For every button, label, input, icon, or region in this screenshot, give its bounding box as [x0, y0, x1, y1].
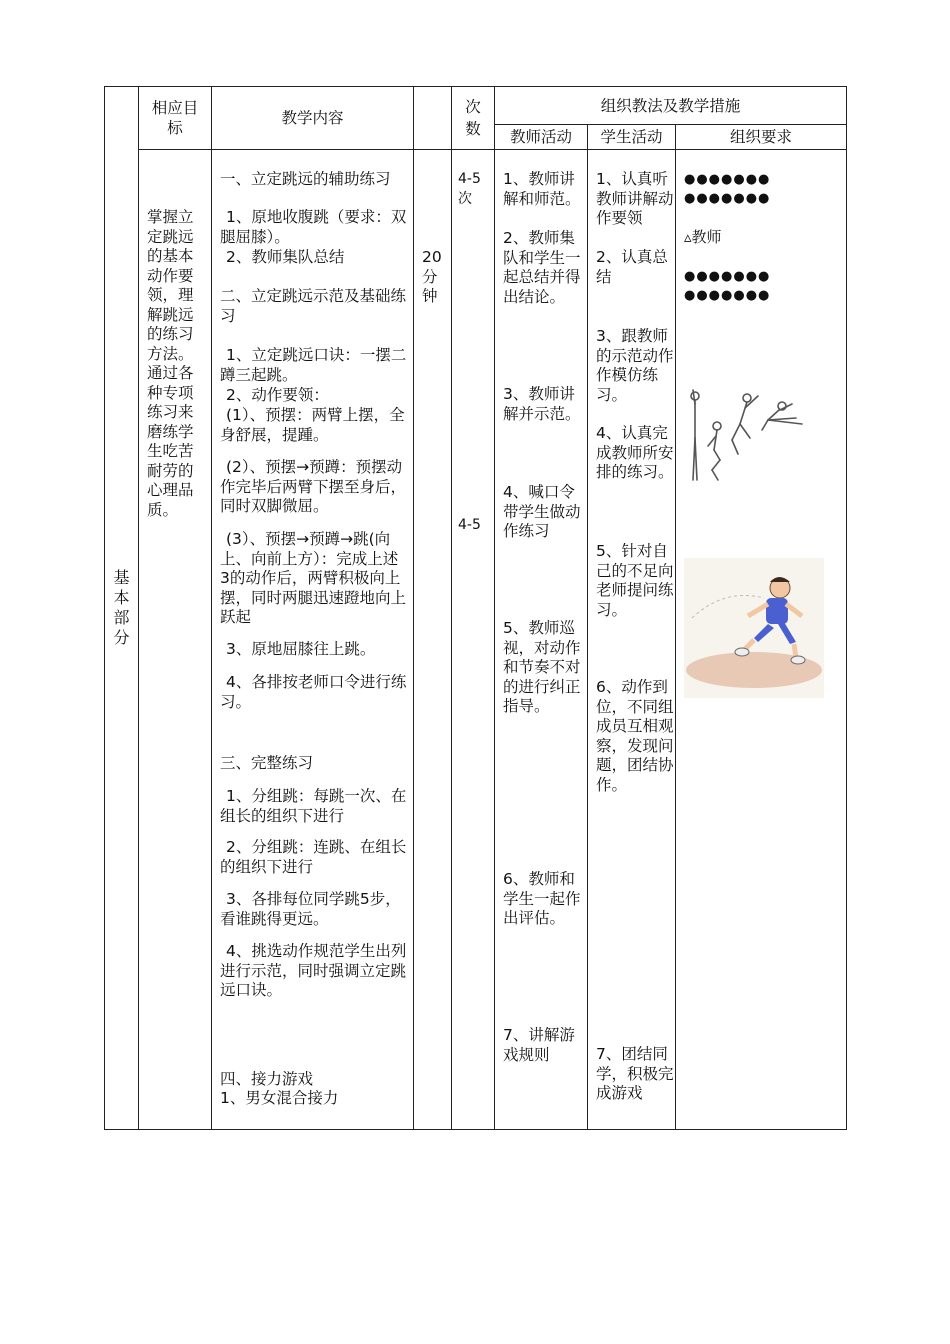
header-student: 学生活动 — [588, 125, 676, 150]
content-item: 1、男女混合接力 — [220, 1089, 339, 1107]
header-goal-text: 相应目标 — [151, 99, 199, 137]
content-item: 3、各排每位同学跳5步，看谁跳得更远。 — [220, 890, 401, 928]
time-cell — [414, 150, 452, 1130]
header-goal — [139, 87, 212, 150]
student-item: 7、团结同学，积极完成游戏 — [596, 1045, 674, 1102]
teacher-item: 5、教师巡视，对动作和节奏不对的进行纠正指导。 — [503, 619, 581, 715]
header-count-text: 次数 — [465, 98, 481, 138]
content-item: 4、挑选动作规范学生出列进行示范，同时强调立定跳远口诀。 — [220, 942, 407, 999]
teacher-item: 7、讲解游戏规则 — [503, 1026, 575, 1064]
content-item: 一、立定跳远的辅助练习 — [220, 170, 391, 188]
jump-sequence-stick-figures — [684, 388, 824, 488]
header-content: 教学内容 — [212, 87, 414, 150]
content-item: 四、接力游戏 — [220, 1070, 314, 1088]
content-item: 二、立定跳远示范及基础练习 — [220, 287, 407, 325]
content-item: 2、教师集队总结 — [226, 248, 345, 266]
header-count — [452, 87, 495, 150]
content-item: 1、立定跳远口诀：一摆二蹲三起跳。 — [220, 346, 407, 384]
section-label: 基本部分 — [113, 568, 130, 647]
teacher-item: 3、教师讲解并示范。 — [503, 385, 581, 423]
time-text: 20分钟 — [422, 248, 442, 305]
goal-text: 掌握立定跳远的基本动作要领，理解跳远的练习方法。通过各种专项练习来磨练学生吃苦耐劳的心理品质。 — [147, 208, 194, 519]
content-item: 三、完整练习 — [220, 754, 314, 772]
formation-dots: ●●●●●●● — [684, 269, 771, 284]
student-cell — [588, 150, 676, 1130]
content-item: (2）、预摆→预蹲：预摆动作完毕后两臂下摆至身后，同时双脚微屈。 — [220, 458, 407, 515]
student-item: 5、针对自己的不足向老师提问练习。 — [596, 542, 674, 619]
content-list — [212, 150, 413, 1129]
goal-cell — [139, 150, 212, 1130]
student-item: 4、认真完成教师所安排的练习。 — [596, 424, 674, 481]
content-item: (1）、预摆：两臂上摆，全身舒展，提踵。 — [220, 406, 405, 444]
content-item: 3、原地屈膝往上跳。 — [226, 640, 376, 658]
content-cell — [212, 150, 414, 1130]
formation-dots: ●●●●●●● — [684, 172, 771, 187]
requirement-cell — [676, 150, 847, 1130]
section-cell — [105, 87, 139, 1130]
count-text: 4-5次 — [458, 171, 481, 207]
header-methods: 组织教法及教学措施 — [495, 87, 847, 125]
teacher-item: 2、教师集队和学生一起总结并得出结论。 — [503, 229, 581, 306]
teacher-position-marker: ▵教师 — [684, 228, 722, 246]
teacher-item: 6、教师和学生一起作出评估。 — [503, 870, 581, 927]
student-item: 2、认真总结 — [596, 248, 668, 286]
student-item: 6、动作到位，不同组成员互相观察，发现问题，团结协作。 — [596, 678, 674, 794]
long-jump-illustration — [684, 558, 824, 698]
header-empty — [414, 87, 452, 150]
content-item: 1、分组跳：每跳一次、在组长的组织下进行 — [220, 787, 407, 825]
student-item: 1、认真听教师讲解动作要领 — [596, 170, 674, 227]
header-teacher: 教师活动 — [495, 125, 588, 150]
content-item: 1、原地收腹跳（要求：双腿屈膝）。 — [220, 208, 407, 246]
content-item: 2、动作要领： — [226, 386, 329, 404]
count-text: 4-5 — [458, 517, 481, 533]
content-item: 4、各排按老师口令进行练习。 — [220, 673, 407, 711]
student-item: 3、跟教师的示范动作作模仿练习。 — [596, 327, 674, 404]
teacher-item: 4、喊口令带学生做动作练习 — [503, 483, 581, 540]
count-cell — [452, 150, 495, 1130]
header-requirement: 组织要求 — [676, 125, 847, 150]
formation-dots: ●●●●●●● — [684, 191, 771, 206]
content-item: (3）、预摆→预蹲→跳(向上、向前上方）：完成上述3的动作后，两臂积极向上摆，同时两腿迅速蹬地向上跃起 — [220, 530, 407, 626]
teacher-cell — [495, 150, 588, 1130]
teacher-item: 1、教师讲解和师范。 — [503, 170, 581, 208]
lesson-plan-table — [104, 86, 847, 1130]
content-item: 2、分组跳：连跳、在组长的组织下进行 — [220, 838, 407, 876]
formation-dots: ●●●●●●● — [684, 288, 771, 303]
